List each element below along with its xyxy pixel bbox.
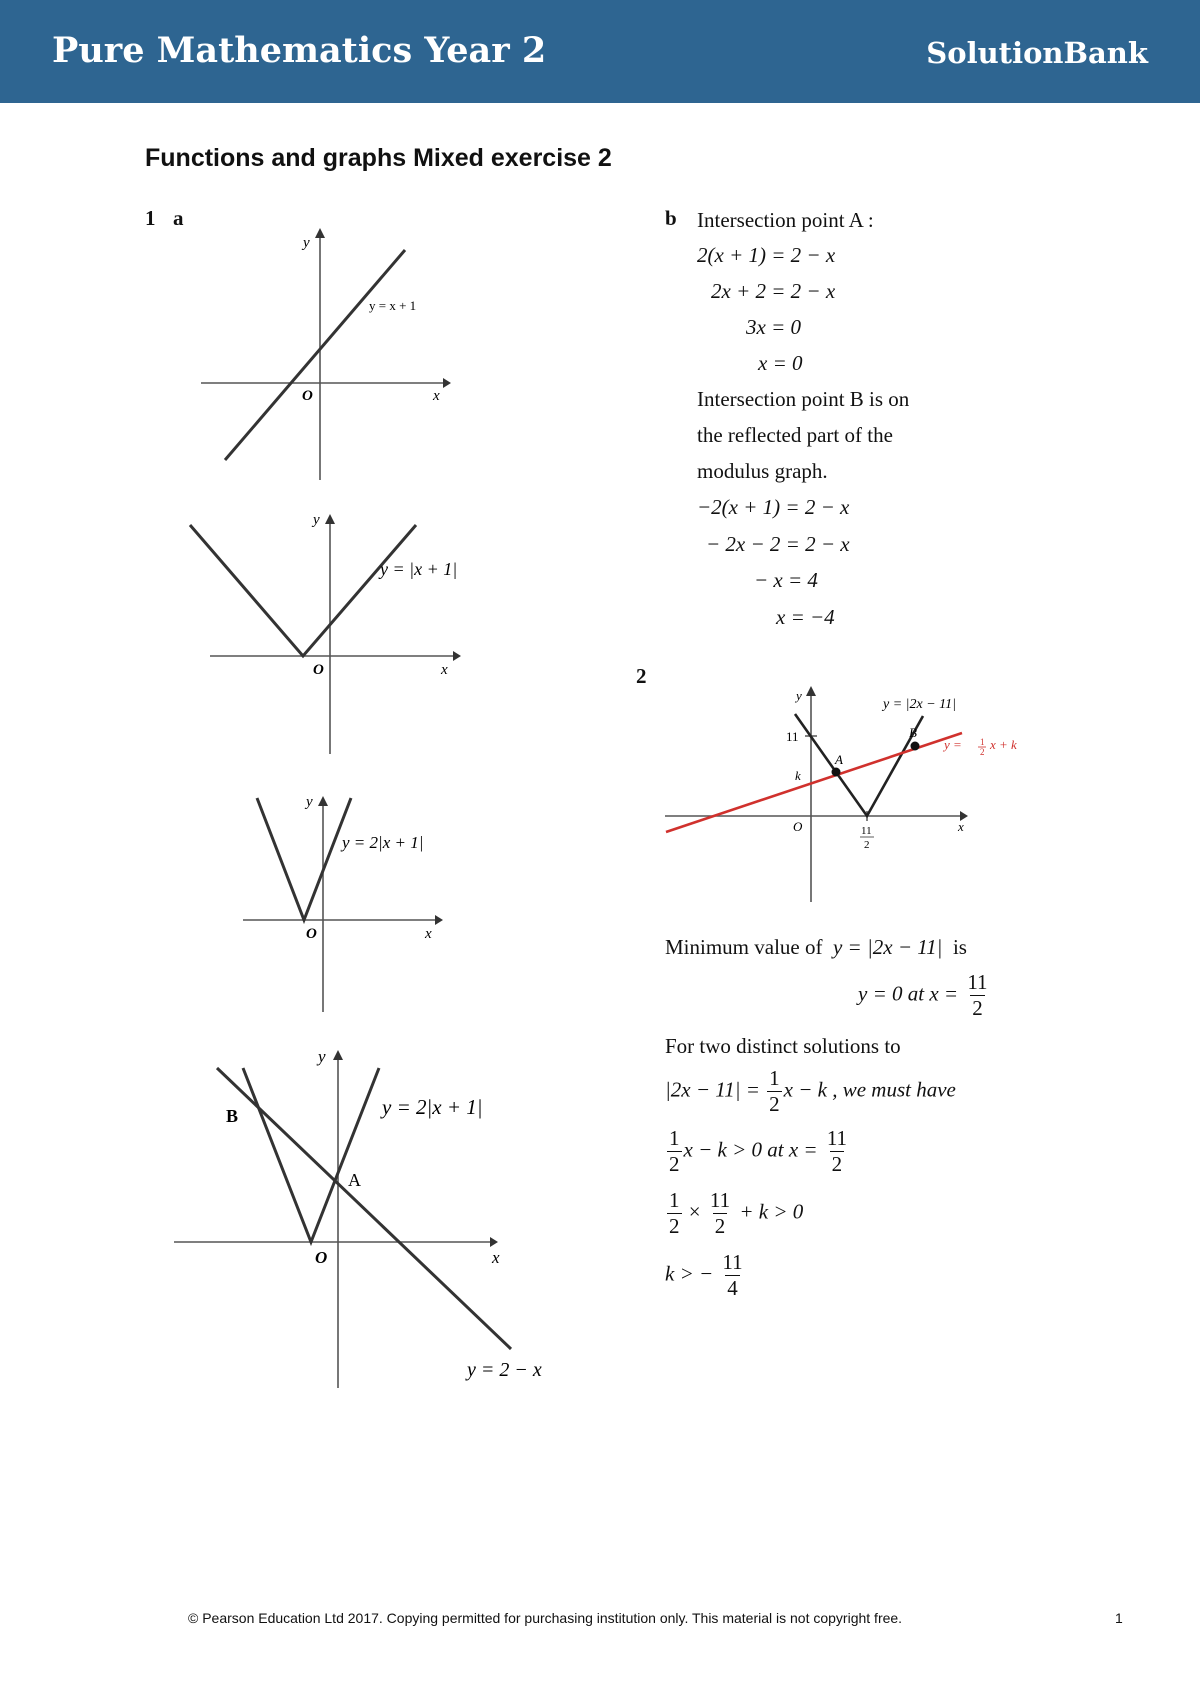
origin-label: O xyxy=(306,926,317,942)
axis-label-y: y xyxy=(796,688,802,703)
point-b-label: B xyxy=(909,725,917,740)
y-axis-arrow xyxy=(806,686,816,696)
q1b-line-9: −2(x + 1) = 2 − x xyxy=(697,495,850,519)
v-graph-abs-2x-minus-11 xyxy=(795,714,923,816)
v-graph-2-abs-x-plus-1 xyxy=(257,798,351,920)
fraction-11-over-2: $\frac{11}{2}$ xyxy=(709,1188,731,1238)
q2-min-value: y = 0 at x = xyxy=(858,981,959,1006)
axis-label-x: x xyxy=(441,662,448,678)
q2-eq-right: x − k , we must have xyxy=(783,1077,956,1102)
origin-label: O xyxy=(315,1248,328,1267)
point-a-label: A xyxy=(348,1170,361,1190)
q1b-line-10: − 2x − 2 = 2 − x xyxy=(706,532,850,556)
fraction-1-over-2: $\frac{1}{2}$ xyxy=(669,1188,680,1238)
y-label-k: k xyxy=(795,768,801,783)
v-graph-abs-x-plus-1 xyxy=(190,525,416,656)
q1b-line-2: 2(x + 1) = 2 − x xyxy=(697,243,836,267)
axis-label-x: x xyxy=(492,1248,500,1267)
red-line-label-suffix: x + k xyxy=(990,737,1017,752)
y-axis-arrow xyxy=(318,796,328,806)
v-graph-2-abs-x-plus-1 xyxy=(243,1068,379,1242)
graph-intersection-points xyxy=(172,1040,572,1390)
q2-eq-left: |2x − 11| = xyxy=(665,1077,760,1102)
q1b-line-5: x = 0 xyxy=(758,351,803,375)
y-axis-arrow xyxy=(325,514,335,524)
x-axis-arrow xyxy=(443,378,451,388)
point-a-label: A xyxy=(835,752,843,767)
fraction-11-over-4: $\frac{11}{4}$ xyxy=(722,1250,743,1300)
book-title: Pure Mathematics Year 2 xyxy=(52,30,547,71)
origin-label: O xyxy=(793,819,803,834)
axis-label-x: x xyxy=(958,819,964,834)
axis-label-x: x xyxy=(433,388,440,404)
x-tick-label-num: 11 xyxy=(861,825,872,837)
red-line-label-num: 1 xyxy=(980,737,985,747)
x-tick-label-den: 2 xyxy=(864,839,870,851)
q1b-line-7: the reflected part of the xyxy=(697,423,893,447)
q1b-line-12: x = −4 xyxy=(776,605,835,629)
modulus-graph-label: y = |2x − 11| xyxy=(883,697,956,712)
q1b-line-11: − x = 4 xyxy=(754,568,818,592)
page-title: Functions and graphs Mixed exercise 2 xyxy=(145,144,612,172)
q2-result-line xyxy=(665,1252,747,1299)
q2-substitution-line xyxy=(665,1190,803,1237)
q2-condition-line xyxy=(665,1128,851,1175)
q2-cond-mid: x − k > 0 at x = xyxy=(683,1137,818,1162)
graph-y-equals-2-abs-x-plus-1 xyxy=(240,788,450,1014)
q2-min-prefix: Minimum value of xyxy=(665,935,823,959)
fraction-1-over-2: $\frac{1}{2}$ xyxy=(769,1066,780,1116)
axis-label-y: y xyxy=(318,1047,326,1066)
axis-label-x: x xyxy=(425,926,432,942)
q2-min-value-line xyxy=(858,972,992,1019)
fraction-11-over-2: $\frac{11}{2}$ xyxy=(967,970,988,1020)
point-b-marker xyxy=(911,742,920,751)
line-y-x-plus-1 xyxy=(225,250,405,460)
q2-distinct-line: For two distinct solutions to xyxy=(665,1034,901,1058)
graph-4-label-modulus: y = 2|x + 1| xyxy=(382,1095,483,1119)
origin-label: O xyxy=(313,662,324,678)
copyright-notice: © Pearson Education Ltd 2017. Copying permitted for purchasing institution only. This material is not copyright free. xyxy=(188,1610,903,1626)
graph-y-equals-abs-x-plus-1 xyxy=(185,508,485,756)
x-axis-arrow xyxy=(435,915,443,925)
graph-2-label: y = |x + 1| xyxy=(380,559,458,579)
x-axis-arrow xyxy=(490,1237,498,1247)
y-axis-arrow xyxy=(333,1050,343,1060)
y-label-11: 11 xyxy=(786,729,799,744)
origin-label: O xyxy=(302,388,313,404)
q2-k-gt: k > − xyxy=(665,1261,714,1286)
q1b-line-3: 2x + 2 = 2 − x xyxy=(711,279,836,303)
times-sign: × xyxy=(688,1199,701,1224)
fraction-11-over-2: $\frac{11}{2}$ xyxy=(826,1126,848,1176)
q1b-line-6: Intersection point B is on xyxy=(697,387,910,411)
q2-min-line xyxy=(665,935,967,960)
q1b-line-8: modulus graph. xyxy=(697,459,828,483)
axis-label-y: y xyxy=(313,512,320,528)
point-a-marker xyxy=(832,768,841,777)
graph-y-equals-x-plus-1 xyxy=(195,228,455,482)
axis-label-y: y xyxy=(303,235,310,251)
q2-min-suffix: is xyxy=(952,935,967,959)
page-number: 1 xyxy=(1115,1610,1123,1626)
red-line-label-den: 2 xyxy=(980,747,985,757)
red-line-label-prefix: y = xyxy=(944,737,962,752)
graph-1-label: y = x + 1 xyxy=(369,298,417,313)
y-axis-arrow xyxy=(315,228,325,238)
graph-4-label-line: y = 2 − x xyxy=(467,1359,542,1381)
brand-name: SolutionBank xyxy=(926,36,1148,70)
q2-min-expr: y = |2x − 11| xyxy=(832,935,943,959)
axis-label-y: y xyxy=(306,794,313,810)
q1b-line-1: Intersection point A : xyxy=(697,208,874,232)
question-1-number: 1 xyxy=(145,206,156,230)
fraction-1-over-2: $\frac{1}{2}$ xyxy=(669,1126,680,1176)
x-axis-arrow xyxy=(453,651,461,661)
graph-3-label: y = 2|x + 1| xyxy=(342,833,424,852)
q1b-line-4: 3x = 0 xyxy=(746,315,801,339)
question-2-number: 2 xyxy=(636,664,647,688)
question-1-part-b: b xyxy=(665,206,677,230)
q2-equation-line xyxy=(665,1068,956,1115)
q2-plus-k: + k > 0 xyxy=(739,1199,804,1224)
graph-modulus-and-line xyxy=(660,680,1040,905)
question-1-part-a: a xyxy=(173,206,184,230)
header-banner xyxy=(0,0,1200,103)
point-b-label: B xyxy=(226,1106,239,1126)
